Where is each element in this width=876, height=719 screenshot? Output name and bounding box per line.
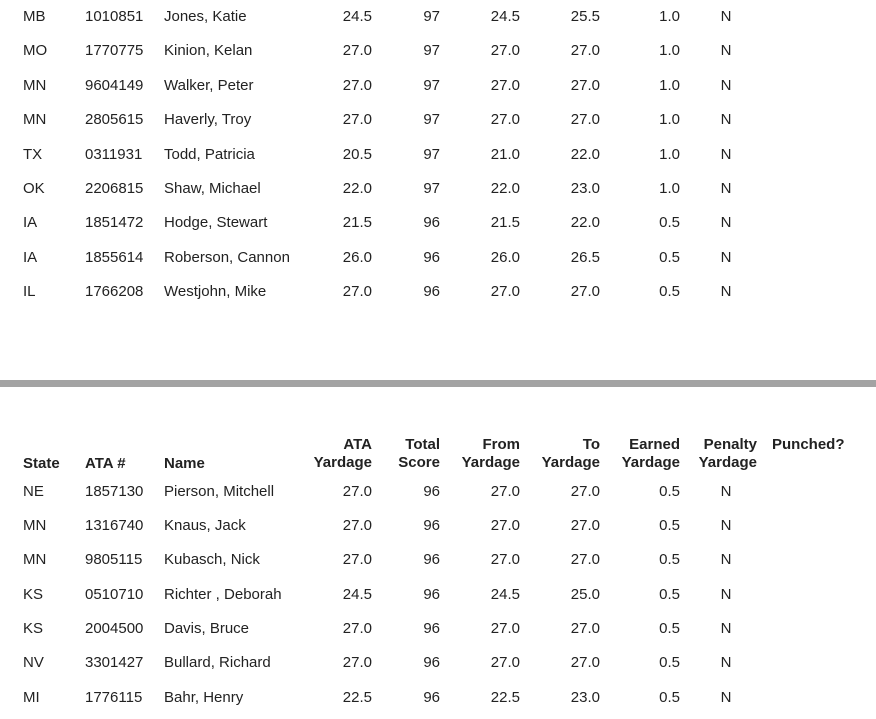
cell-penalty-yardage: N: [720, 551, 732, 569]
cell-earned-yardage: 0.5: [659, 585, 680, 603]
cell-total-score: 96: [423, 283, 440, 301]
cell-to-yardage: 27.0: [570, 111, 600, 129]
cell-name: Jones, Katie: [164, 8, 247, 25]
header-to-yardage-line1: To: [582, 436, 600, 453]
cell-penalty-yardage: N: [720, 76, 732, 94]
cell-ata-number: 2206815: [85, 179, 144, 197]
cell-name: Roberson, Cannon: [164, 248, 290, 266]
cell-penalty-yardage: N: [720, 145, 732, 163]
table-row: [0, 475, 876, 509]
header-total-score-line1: Total: [405, 436, 440, 453]
cell-penalty-yardage: N: [720, 283, 732, 301]
table-row: [0, 509, 876, 543]
cell-from-yardage: 22.5: [490, 688, 520, 706]
cell-ata-number: 9805115: [85, 551, 143, 569]
cell-to-yardage: 27.0: [570, 76, 600, 94]
header-penalty-yardage: [697, 436, 757, 472]
cell-state: MN: [23, 76, 47, 94]
cell-ata-yardage: 27.0: [342, 111, 372, 129]
cell-to-yardage: 22.0: [570, 145, 600, 163]
cell-penalty-yardage: N: [720, 8, 732, 25]
cell-from-yardage: 27.0: [490, 516, 520, 534]
header-ata-yardage: [312, 436, 372, 472]
table-row: [0, 172, 876, 206]
cell-ata-yardage: 27.0: [342, 42, 372, 60]
cell-to-yardage: 27.0: [570, 551, 600, 569]
cell-to-yardage: 27.0: [570, 654, 600, 672]
cell-penalty-yardage: N: [720, 654, 732, 672]
cell-ata-number: 1855614: [85, 248, 144, 266]
cell-ata-number: 3301427: [85, 654, 144, 672]
cell-ata-number: 1776115: [85, 688, 143, 706]
cell-from-yardage: 21.0: [490, 145, 520, 163]
cell-penalty-yardage: N: [720, 516, 732, 534]
cell-earned-yardage: 0.5: [659, 551, 680, 569]
cell-state: OK: [23, 179, 45, 197]
table-row: [0, 0, 876, 34]
cell-from-yardage: 27.0: [490, 283, 520, 301]
cell-ata-number: 1851472: [85, 214, 144, 232]
cell-ata-yardage: 27.0: [342, 551, 372, 569]
cell-name: Bullard, Richard: [164, 654, 271, 672]
cell-earned-yardage: 1.0: [659, 179, 680, 197]
cell-penalty-yardage: N: [720, 179, 732, 197]
header-total-score: [380, 436, 440, 472]
cell-ata-yardage: 27.0: [342, 620, 372, 638]
table-row: [0, 103, 876, 137]
cell-earned-yardage: 1.0: [659, 42, 680, 60]
cell-earned-yardage: 1.0: [659, 111, 680, 129]
cell-ata-number: 1770775: [85, 42, 144, 60]
cell-name: Knaus, Jack: [164, 516, 246, 534]
cell-state: IL: [23, 283, 36, 301]
cell-total-score: 96: [423, 585, 440, 603]
cell-total-score: 96: [423, 620, 440, 638]
header-ata-number: ATA #: [85, 455, 126, 472]
cell-ata-number: 1010851: [85, 8, 144, 25]
cell-total-score: 97: [423, 76, 440, 94]
cell-state: MN: [23, 111, 47, 129]
cell-ata-yardage: 27.0: [342, 654, 372, 672]
cell-name: Davis, Bruce: [164, 620, 250, 638]
cell-state: MO: [23, 42, 48, 60]
cell-total-score: 97: [423, 145, 440, 163]
cell-total-score: 96: [423, 214, 440, 232]
cell-to-yardage: 27.0: [570, 620, 600, 638]
header-to-yardage: [540, 436, 600, 472]
cell-total-score: 97: [423, 111, 440, 129]
cell-earned-yardage: 0.5: [659, 248, 680, 266]
cell-earned-yardage: 0.5: [659, 283, 680, 301]
cell-name: Hodge, Stewart: [164, 214, 268, 232]
cell-from-yardage: 27.0: [490, 551, 520, 569]
header-punched: Punched?: [772, 436, 845, 453]
cell-from-yardage: 22.0: [490, 179, 520, 197]
cell-ata-yardage: 27.0: [342, 516, 372, 534]
header-from-yardage-line2: Yardage: [461, 454, 520, 471]
cell-state: NE: [23, 482, 44, 500]
cell-penalty-yardage: N: [720, 585, 732, 603]
table-header: [0, 433, 876, 473]
cell-name: Haverly, Troy: [164, 111, 252, 129]
results-table-top: [0, 0, 876, 310]
cell-total-score: 96: [423, 551, 440, 569]
cell-earned-yardage: 1.0: [659, 145, 680, 163]
cell-earned-yardage: 0.5: [659, 654, 680, 672]
cell-ata-number: 0510710: [85, 585, 144, 603]
cell-name: Todd, Patricia: [164, 145, 255, 163]
cell-earned-yardage: 0.5: [659, 516, 680, 534]
cell-name: Shaw, Michael: [164, 179, 261, 197]
cell-ata-yardage: 20.5: [342, 145, 372, 163]
cell-to-yardage: 22.0: [570, 214, 600, 232]
header-total-score-line2: Score: [398, 454, 440, 471]
results-table-bottom: [0, 475, 876, 716]
header-penalty-yardage-line2: Yardage: [698, 454, 757, 471]
cell-name: Bahr, Henry: [164, 688, 244, 706]
cell-penalty-yardage: N: [720, 482, 732, 500]
header-earned-yardage: [620, 436, 680, 472]
cell-state: MN: [23, 516, 47, 534]
cell-state: MB: [23, 8, 46, 25]
cell-state: IA: [23, 214, 38, 232]
header-state: State: [23, 455, 60, 472]
cell-state: IA: [23, 248, 38, 266]
cell-ata-yardage: 22.0: [342, 179, 372, 197]
cell-to-yardage: 25.0: [570, 585, 600, 603]
cell-to-yardage: 23.0: [570, 179, 600, 197]
table-row: [0, 543, 876, 577]
cell-from-yardage: 27.0: [490, 620, 520, 638]
cell-to-yardage: 23.0: [570, 688, 600, 706]
cell-state: MI: [23, 688, 40, 706]
header-from-yardage: [460, 436, 520, 472]
cell-ata-yardage: 24.5: [342, 585, 372, 603]
cell-state: TX: [23, 145, 43, 163]
cell-name: Walker, Peter: [164, 76, 254, 94]
cell-total-score: 96: [423, 516, 440, 534]
header-name: Name: [164, 455, 205, 472]
cell-ata-yardage: 21.5: [342, 214, 372, 232]
table-row: [0, 34, 876, 68]
cell-ata-number: 9604149: [85, 76, 144, 94]
cell-name: Richter , Deborah: [164, 585, 282, 603]
cell-from-yardage: 27.0: [490, 76, 520, 94]
header-ata-yardage-line1: ATA: [343, 436, 372, 453]
header-earned-yardage-line2: Yardage: [621, 454, 680, 471]
table-row: [0, 646, 876, 680]
table-row: [0, 69, 876, 103]
cell-total-score: 96: [423, 654, 440, 672]
cell-total-score: 96: [423, 482, 440, 500]
cell-from-yardage: 27.0: [490, 482, 520, 500]
cell-ata-yardage: 27.0: [342, 76, 372, 94]
table-row: [0, 578, 876, 612]
header-penalty-yardage-line1: Penalty: [703, 436, 757, 453]
cell-name: Kinion, Kelan: [164, 42, 253, 60]
header-from-yardage-line1: From: [482, 436, 520, 453]
cell-earned-yardage: 0.5: [659, 214, 680, 232]
cell-ata-number: 2805615: [85, 111, 144, 129]
cell-total-score: 97: [423, 179, 440, 197]
cell-name: Pierson, Mitchell: [164, 482, 275, 500]
cell-earned-yardage: 1.0: [659, 76, 680, 94]
cell-penalty-yardage: N: [720, 111, 732, 129]
cell-ata-yardage: 27.0: [342, 482, 372, 500]
cell-state: NV: [23, 654, 44, 672]
cell-from-yardage: 27.0: [490, 654, 520, 672]
cell-state: MN: [23, 551, 47, 569]
cell-name: Westjohn, Mike: [164, 283, 267, 301]
cell-penalty-yardage: N: [720, 688, 732, 706]
cell-total-score: 97: [423, 42, 440, 60]
cell-from-yardage: 21.5: [490, 214, 520, 232]
cell-ata-yardage: 27.0: [342, 283, 372, 301]
cell-ata-number: 2004500: [85, 620, 144, 638]
cell-ata-number: 0311931: [85, 145, 143, 163]
table-row: [0, 138, 876, 172]
cell-ata-number: 1316740: [85, 516, 144, 534]
page-divider: [0, 380, 876, 387]
header-to-yardage-line2: Yardage: [541, 454, 600, 471]
header-earned-yardage-line1: Earned: [629, 436, 680, 453]
table-row: [0, 275, 876, 309]
cell-from-yardage: 24.5: [490, 8, 520, 25]
cell-from-yardage: 24.5: [490, 585, 520, 603]
cell-to-yardage: 25.5: [570, 8, 600, 25]
table-row: [0, 681, 876, 715]
cell-earned-yardage: 0.5: [659, 620, 680, 638]
table-row: [0, 612, 876, 646]
cell-ata-yardage: 24.5: [342, 8, 372, 25]
cell-to-yardage: 26.5: [570, 248, 600, 266]
cell-to-yardage: 27.0: [570, 516, 600, 534]
cell-penalty-yardage: N: [720, 248, 732, 266]
cell-from-yardage: 26.0: [490, 248, 520, 266]
cell-to-yardage: 27.0: [570, 42, 600, 60]
cell-penalty-yardage: N: [720, 42, 732, 60]
cell-earned-yardage: 1.0: [659, 8, 680, 25]
cell-total-score: 97: [423, 8, 440, 25]
table-row: [0, 206, 876, 240]
cell-state: KS: [23, 620, 44, 638]
cell-total-score: 96: [423, 248, 440, 266]
cell-ata-yardage: 26.0: [342, 248, 372, 266]
cell-from-yardage: 27.0: [490, 42, 520, 60]
cell-earned-yardage: 0.5: [659, 688, 680, 706]
cell-penalty-yardage: N: [720, 620, 732, 638]
cell-ata-yardage: 22.5: [342, 688, 372, 706]
table-row: [0, 241, 876, 275]
cell-penalty-yardage: N: [720, 214, 732, 232]
cell-to-yardage: 27.0: [570, 283, 600, 301]
cell-to-yardage: 27.0: [570, 482, 600, 500]
cell-from-yardage: 27.0: [490, 111, 520, 129]
cell-total-score: 96: [423, 688, 440, 706]
header-ata-yardage-line2: Yardage: [313, 454, 372, 471]
cell-earned-yardage: 0.5: [659, 482, 680, 500]
cell-ata-number: 1766208: [85, 283, 144, 301]
cell-state: KS: [23, 585, 44, 603]
cell-name: Kubasch, Nick: [164, 551, 260, 569]
cell-ata-number: 1857130: [85, 482, 144, 500]
